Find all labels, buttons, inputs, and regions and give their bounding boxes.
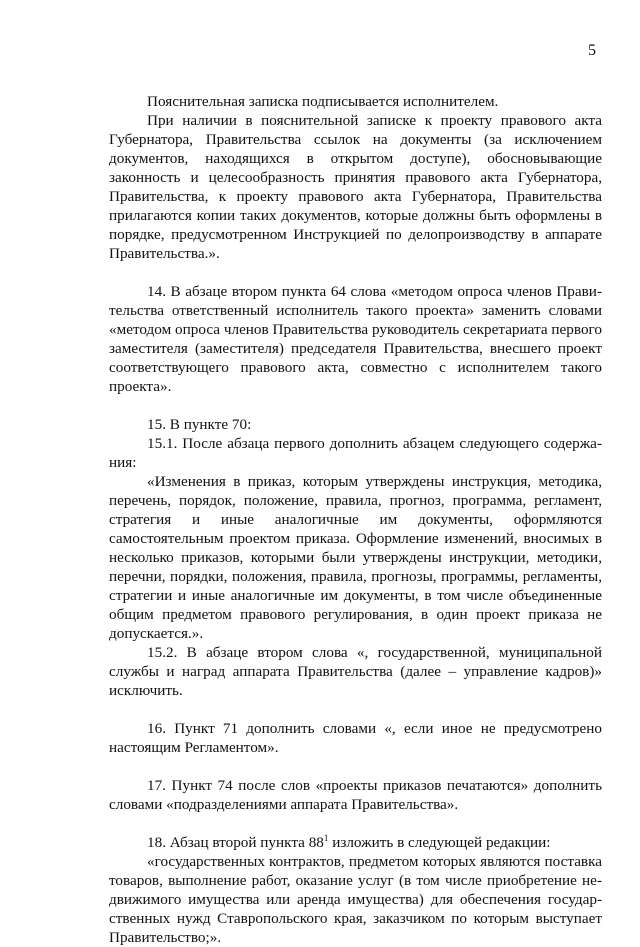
paragraph-item-15-2: 15.2. В абзаце втором слова «, государственной, муниципальной службы и наград аппарата Правительства (далее – управление кадров)» исключить. (109, 644, 602, 699)
page-number: 5 (588, 42, 596, 59)
paragraph-item-18-text-end: изложить в следующей редакции: (328, 834, 551, 851)
paragraph-contracts-quote: «государственных контрактов, предметом которых являются поставка товаров, выполнение работ, оказание услуг (в том числе приобретение недвижимого имущества или аренда имущества) для обеспечения государственных нужд Ставропольского края, заказчиком по которым выступает Правительство;». (109, 853, 602, 946)
paragraph-item-14: 14. В абзаце втором пункта 64 слова «методом опроса членов Правительства ответственный исполнитель такого проекта» заменить словами «методом опроса членов Правительства руководитель секретариата первого заместителя (заместителя) председателя Правительства, внесшего проект соответствующего правового акта, совместно с исполнителем такого проекта». (109, 283, 602, 395)
paragraph-item-18-text-start: 18. Абзац второй пункта 88 (147, 834, 324, 851)
paragraph-item-18-superscript: 1 (323, 833, 329, 843)
paragraph-signature-note: Пояснительная записка подписывается исполнителем. (147, 93, 499, 110)
paragraph-item-18 (109, 833, 602, 852)
paragraph-item-16: 16. Пункт 71 дополнить словами «, если иное не предусмотрено настоящим Регламентом». (109, 720, 602, 756)
paragraph-attachments: При наличии в пояснительной записке к проекту правового акта Губернатора, Правительства ссылок на документы (за исключением документов, находящихся в открытом доступе), обосновывающие законность и целесообразность принятия правового акта Губернатора, Правительства, к проекту правового акта Губернатора, Правительства прилагаются копии таких документов, которые должны быть оформлены в порядке, предусмотренном Инструкцией по делопроизводству в аппарате Правительства.». (109, 112, 602, 262)
paragraph-item-17: 17. Пункт 74 после слов «проекты приказов печатаются» дополнить словами «подразделениями аппарата Правительства». (109, 777, 602, 813)
paragraph-item-15-1: 15.1. После абзаца первого дополнить абзацем следующего содержания: (109, 435, 602, 471)
paragraph-amendments-quote: «Изменения в приказ, которым утверждены инструкция, методика, перечень, порядок, положение, правила, прогноз, программа, регламент, стратегия и иные аналогичные им документы, оформляются самостоятельным проектом приказа. Оформление изменений, вносимых в несколько приказов, которыми были утверждены инструкции, методики, перечни, порядки, положения, правила, прогнозы, программы, регламенты, стратегии и иные аналогичные им документы, в том числе объединенные общим предметом правового регулирования, в один проект приказа не допускается.». (109, 473, 602, 642)
paragraph-item-15: 15. В пункте 70: (147, 416, 252, 433)
document-body (109, 92, 602, 947)
